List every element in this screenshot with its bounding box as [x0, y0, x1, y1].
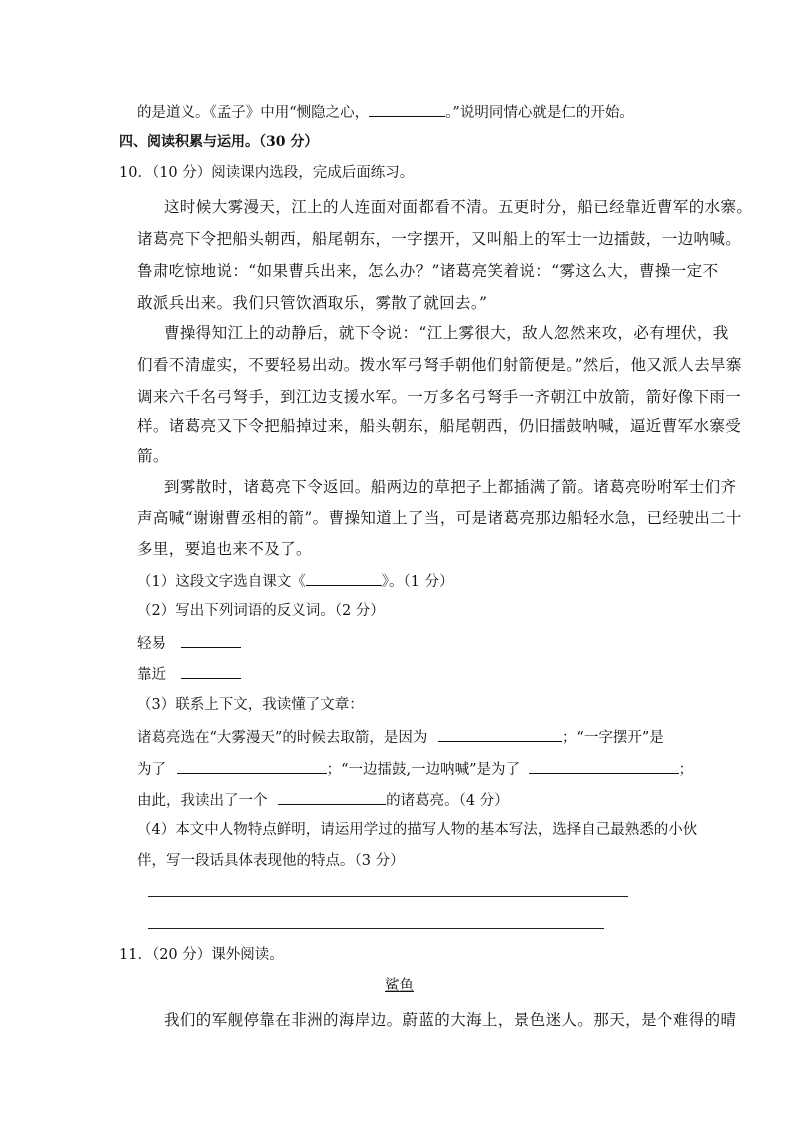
passage-line: 敢派兵出来。我们只管饮酒取乐，雾散了就回去。”: [137, 294, 488, 312]
sub-question-1-suffix: 》。（1 分）: [381, 574, 454, 590]
passage-line: 样。诸葛亮又下令把船掉过来，船头朝东，船尾朝西，仍旧擂鼓呐喊，逼近曹军水寨受: [137, 417, 742, 435]
sub-question-3-line-2: [137, 758, 693, 780]
antonym-row-2: [137, 663, 241, 685]
sub-question-1-prefix: （1）这段文字选自课文《: [137, 574, 306, 590]
sub-question-3-line-3: [137, 789, 509, 811]
top-line-suffix: 。”说明同情心就是仁的开始。: [445, 105, 634, 121]
fill-text: ；“一字摆开”是: [561, 730, 664, 746]
fill-text: 由此，我读出了一个: [137, 793, 268, 809]
writing-line: [148, 896, 628, 897]
q10-header: 10．（10 分）阅读课内选段，完成后面练习。: [119, 165, 415, 181]
answer-blank: [181, 663, 241, 679]
answer-blank: [306, 570, 382, 586]
writing-line: [148, 928, 604, 929]
sub-question-3: （3）联系上下文，我读懂了文章：: [137, 697, 364, 713]
antonym-row-1: [137, 632, 241, 654]
passage-line: 调来六千名弓弩手，到江边支援水军。一万多名弓弩手一齐朝江中放箭，箭好像下雨一: [137, 388, 742, 406]
answer-blank: [369, 101, 445, 117]
fill-text: 的诸葛亮。（4 分）: [386, 793, 509, 809]
sub-question-4-cont: 伴，写一段话具体表现他的特点。（3 分）: [137, 853, 405, 869]
article-title: 鲨鱼: [385, 978, 414, 994]
passage-line: 曹操得知江上的动静后，就下令说：“江上雾很大，敌人忽然来攻，必有埋伏，我: [164, 324, 729, 342]
q11-header: 11．（20 分）课外阅读。: [119, 947, 284, 963]
sub-question-4: （4）本文中人物特点鲜明，请运用学过的描写人物的基本写法，选择自己最熟悉的小伙: [137, 822, 698, 838]
fill-text: 诸葛亮选在“大雾漫天”的时候去取箭，是因为: [137, 730, 428, 746]
passage-line: 这时候大雾漫天，江上的人连面对面都看不清。五更时分，船已经靠近曹军的水寨。: [164, 198, 753, 216]
passage-line: 鲁肃吃惊地说：“如果曹兵出来，怎么办？”诸葛亮笑着说：“雾这么大，曹操一定不: [137, 262, 719, 280]
sub-question-1: [137, 570, 454, 592]
fill-text: ；: [678, 762, 694, 778]
passage-line: 多里，要追也来不及了。: [137, 540, 312, 558]
answer-blank: [181, 632, 241, 648]
section-heading: 四、阅读积累与运用。（30 分）: [119, 134, 319, 150]
passage-line: 箭。: [137, 447, 169, 465]
answer-blank: [278, 789, 386, 805]
top-line: [137, 101, 634, 123]
antonym-word: 靠近: [137, 667, 166, 683]
passage-line: 声高喊“谢谢曹丞相的箭”。曹操知道上了当，可是诸葛亮那边船轻水急，已经驶出二十: [137, 509, 742, 527]
passage-line: 诸葛亮下令把船头朝西，船尾朝东，一字摆开，又叫船上的军士一边擂鼓，一边呐喊。: [137, 230, 742, 248]
sub-question-3-line-1: [137, 726, 664, 748]
antonym-word: 轻易: [137, 636, 166, 652]
sub-question-2: （2）写出下列词语的反义词。（2 分）: [137, 603, 385, 619]
passage-line: 们看不清虚实，不要轻易出动。拨水军弓弩手朝他们射箭便是。”然后，他又派人去旱寨: [137, 356, 742, 374]
article-line: 我们的军舰停靠在非洲的海岸边。蔚蓝的大海上，景色迷人。那天，是个难得的晴: [164, 1011, 737, 1029]
fill-text: ；“一边擂鼓,一边呐喊”是为了: [326, 762, 521, 778]
fill-text: 为了: [137, 762, 166, 778]
top-line-prefix: 的是道义。《孟子》中用“恻隐之心，: [137, 105, 370, 121]
answer-blank: [177, 758, 327, 774]
answer-blank: [438, 726, 562, 742]
answer-blank: [529, 758, 679, 774]
passage-line: 到雾散时，诸葛亮下令返回。船两边的草把子上都插满了箭。诸葛亮吩咐军士们齐: [164, 478, 737, 496]
